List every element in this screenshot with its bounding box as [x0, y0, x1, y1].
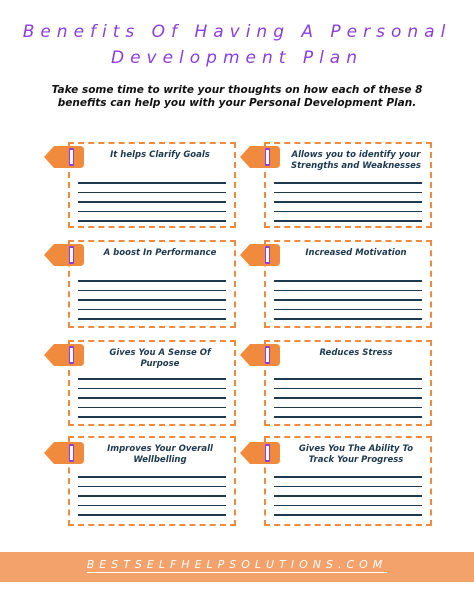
- writing-lines[interactable]: [78, 182, 226, 230]
- pencil-tab-icon: [44, 442, 84, 464]
- benefit-card-6: [264, 340, 432, 426]
- benefit-card-label: Increased Motivation: [305, 248, 407, 258]
- page-title-line-2: Development Plan: [110, 48, 363, 68]
- benefit-card-label: Gives You A Sense Of Purpose: [109, 348, 211, 369]
- writing-lines[interactable]: [78, 476, 226, 524]
- footer-website[interactable]: [0, 558, 474, 571]
- writing-lines[interactable]: [274, 378, 422, 426]
- pencil-tab-icon: [240, 244, 280, 266]
- pencil-tab-icon: [44, 146, 84, 168]
- writing-lines[interactable]: [274, 280, 422, 328]
- benefit-card-label: Gives You The Ability To Track Your Progress: [298, 444, 414, 465]
- writing-lines[interactable]: [274, 476, 422, 524]
- pencil-tab-icon: [44, 344, 84, 366]
- benefit-card-8: [264, 436, 432, 526]
- benefit-card-3: [68, 240, 236, 328]
- benefit-card-4: [264, 240, 432, 328]
- benefit-card-label: Allows you to identify your Strengths and Weaknesses: [291, 150, 421, 171]
- benefit-card-2: [264, 142, 432, 228]
- footer-website-label[interactable]: BESTSELFHELPSOLUTIONS.COM: [86, 558, 388, 571]
- benefit-card-label: A boost In Performance: [103, 248, 217, 258]
- benefit-card-label: Reduces Stress: [319, 348, 393, 358]
- benefit-card-1: [68, 142, 236, 228]
- intro-text: Take some time to write your thoughts on how each of these 8 benefits can help you with your Personal Development Plan.: [51, 84, 423, 109]
- writing-lines[interactable]: [78, 378, 226, 426]
- pencil-tab-icon: [240, 344, 280, 366]
- writing-lines[interactable]: [78, 280, 226, 328]
- benefit-card-label: Improves Your Overall Wellbelling: [107, 444, 213, 465]
- benefit-card-7: [68, 436, 236, 526]
- benefit-card-5: [68, 340, 236, 426]
- pencil-tab-icon: [44, 244, 84, 266]
- page-title-line-1: Benefits Of Having A Personal: [22, 22, 452, 42]
- pencil-tab-icon: [240, 146, 280, 168]
- pencil-tab-icon: [240, 442, 280, 464]
- benefit-card-label: It helps Clarify Goals: [110, 150, 210, 160]
- writing-lines[interactable]: [274, 182, 422, 230]
